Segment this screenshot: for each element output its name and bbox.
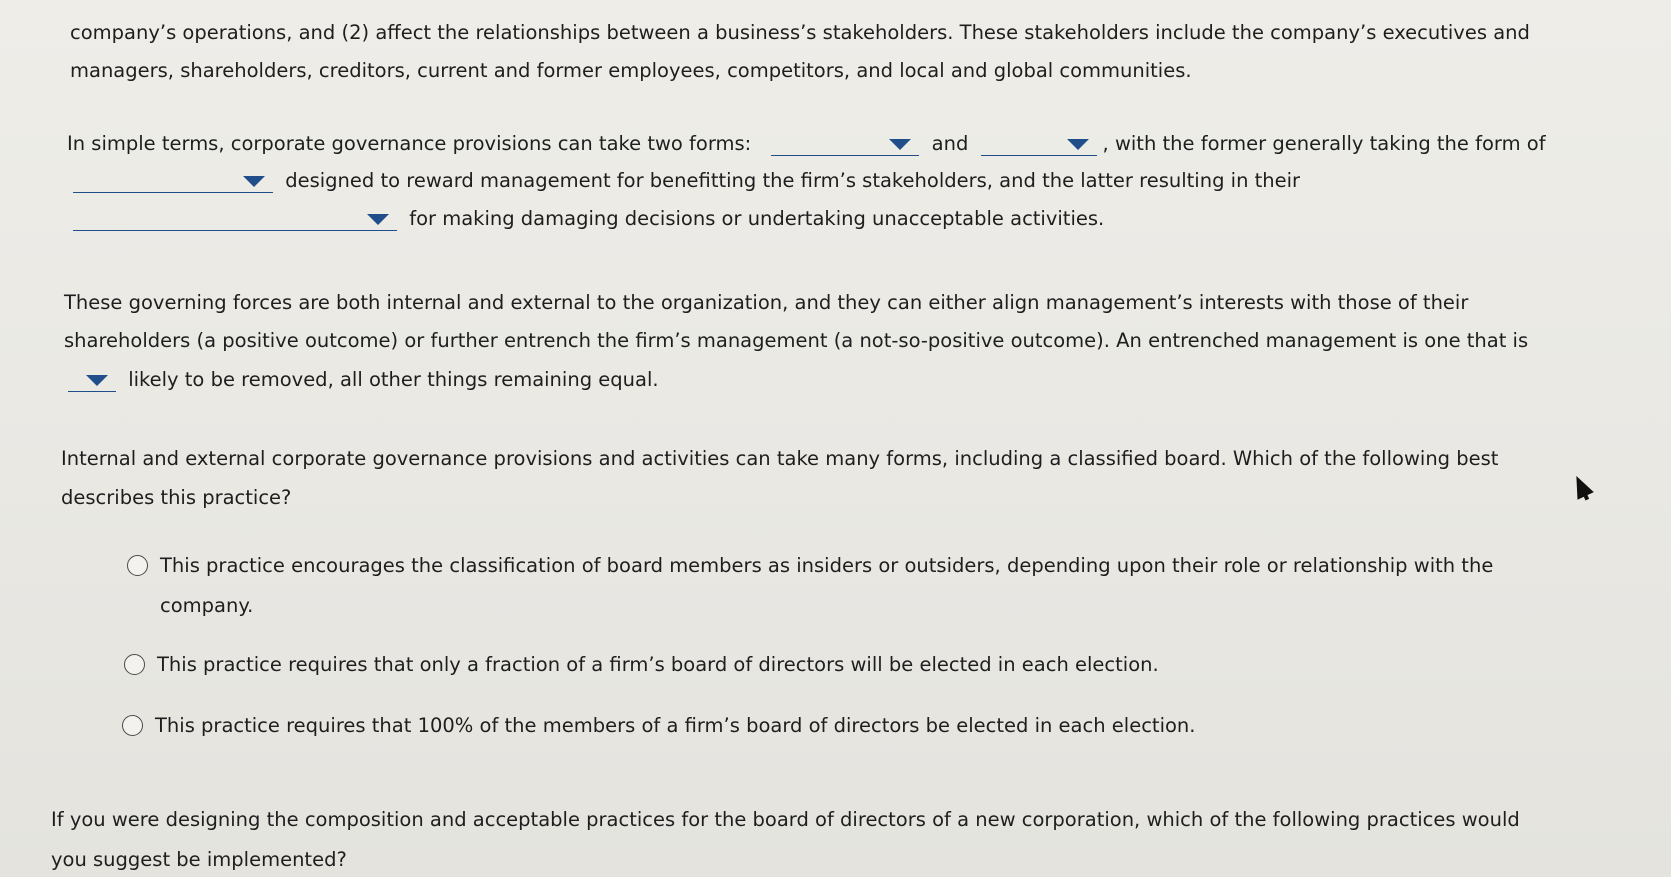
option-label: This practice encourages the classification of board members as insiders or outsiders, depending upon their role or relationship with the (160, 554, 1494, 577)
forms-former-text: , with the former generally taking the form of (1102, 132, 1546, 155)
forces-likely-text: likely to be removed, all other things remaining equal. (128, 368, 659, 391)
option-label: This practice requires that 100% of the members of a firm’s board of directors be elected in each election. (155, 714, 1196, 737)
radio-button[interactable] (122, 715, 143, 736)
forces-line-3 (68, 367, 659, 392)
passage-line-1: company’s operations, and (2) affect the relationships between a business’s stakeholders. These stakeholders include the company’s executives and (70, 21, 1530, 44)
passage-line-2: managers, shareholders, creditors, current and former employees, competitors, and local and global communities. (70, 59, 1192, 82)
option-label: This practice requires that only a fraction of a firm’s board of directors will be elected in each election. (157, 653, 1159, 676)
former-form-dropdown[interactable] (73, 168, 273, 193)
chevron-down-icon (889, 139, 911, 150)
forces-line-2: shareholders (a positive outcome) or further entrench the firm’s management (a not-so-positive outcome). An entrenched management is one that is (64, 329, 1529, 352)
clipped-passage-top (70, 0, 76, 10)
mouse-cursor-icon (1568, 472, 1594, 500)
chevron-down-icon (367, 214, 389, 225)
chevron-down-icon (86, 375, 108, 386)
form-two-dropdown[interactable] (981, 131, 1097, 156)
radio-button[interactable] (127, 555, 148, 576)
forms-line-3 (73, 206, 1104, 231)
radio-button[interactable] (124, 654, 145, 675)
question-2-line-2: you suggest be implemented? (51, 848, 347, 871)
forms-line-2 (73, 168, 1300, 193)
question-1-line-2: describes this practice? (61, 486, 292, 509)
forces-line-1: These governing forces are both internal and external to the organization, and they can either align management’s interests with those of their (64, 291, 1469, 314)
forms-prefix: In simple terms, corporate governance provisions can take two forms: (67, 132, 752, 155)
forms-line-1 (67, 131, 1546, 156)
form-one-dropdown[interactable] (771, 131, 919, 156)
forms-damaging-text: for making damaging decisions or undertaking unacceptable activities. (409, 207, 1105, 230)
likelihood-dropdown[interactable] (68, 367, 116, 392)
forms-designed-text: designed to reward management for benefitting the firm’s stakeholders, and the latter resulting in their (285, 169, 1301, 192)
question-2-line-1: If you were designing the composition and acceptable practices for the board of directors of a new corporation, which of the following practices would (51, 808, 1520, 831)
chevron-down-icon (1067, 139, 1089, 150)
question-1-line-1: Internal and external corporate governance provisions and activities can take many forms, including a classified board. Which of the following best (61, 447, 1499, 470)
forms-and: and (931, 132, 969, 155)
chevron-down-icon (243, 176, 265, 187)
option-label-continued: company. (160, 594, 254, 617)
latter-form-dropdown[interactable] (73, 206, 397, 231)
